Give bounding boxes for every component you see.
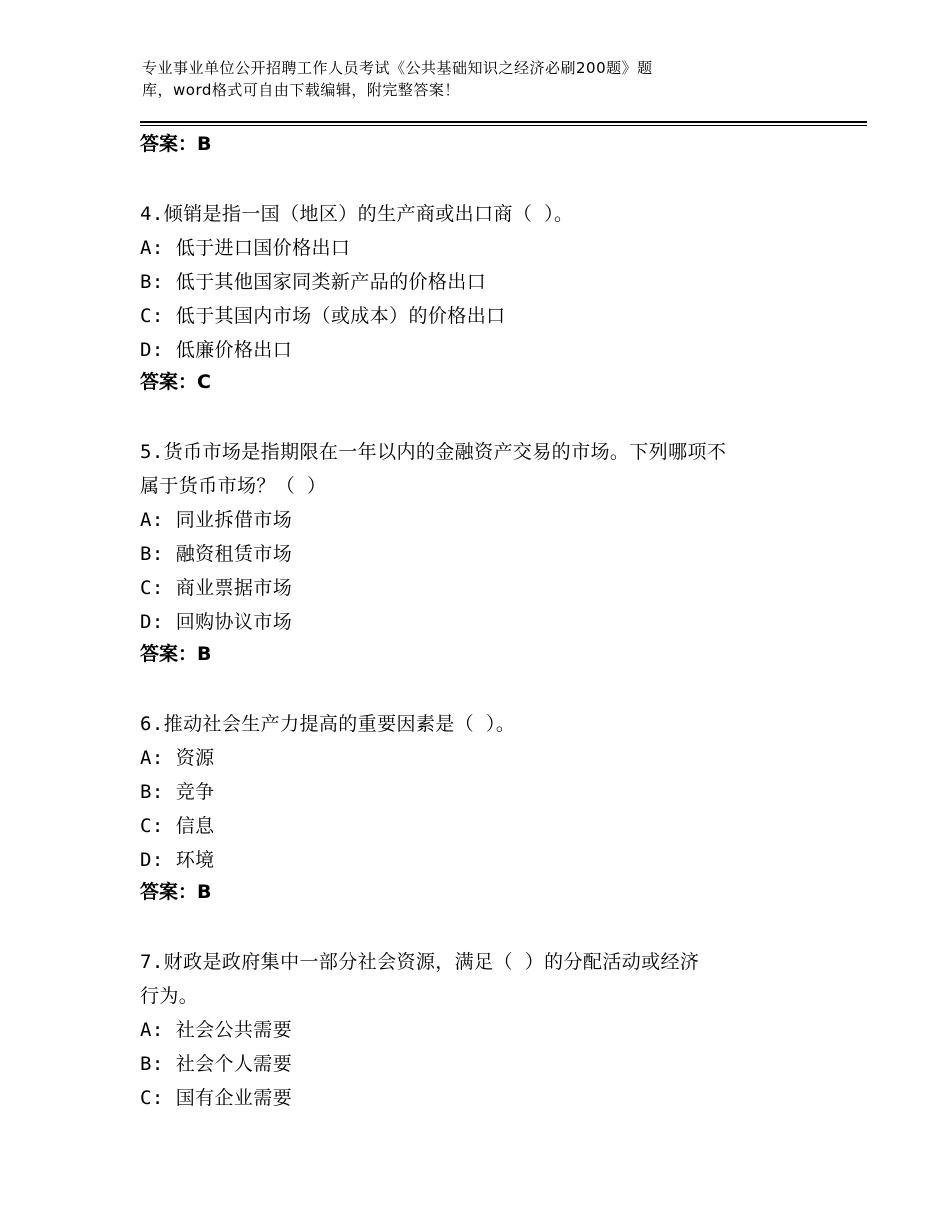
question-stem	[140, 945, 820, 1013]
stem-line: 4.倾销是指一国（地区）的生产商或出口商（ ）。	[140, 203, 574, 225]
option-a	[140, 503, 820, 537]
option-letter: A:	[140, 509, 164, 531]
option-letter: A:	[140, 1019, 164, 1041]
option-text: 低于进口国价格出口	[175, 237, 351, 259]
option-text: 竞争	[175, 781, 215, 803]
option-letter: B:	[140, 271, 164, 293]
question-6	[140, 707, 820, 911]
stem-line: 属于货币市场？（ ）	[140, 475, 327, 497]
question-list	[140, 129, 820, 1115]
option-b	[140, 265, 820, 299]
option-text: 低于其国内市场（或成本）的价格出口	[175, 305, 506, 327]
option-letter: C:	[140, 305, 164, 327]
option-text: 资源	[175, 747, 215, 769]
option-b	[140, 537, 820, 571]
option-c	[140, 1081, 820, 1115]
option-text: 低廉价格出口	[175, 339, 293, 361]
stem-line: 7.财政是政府集中一部分社会资源，满足（ ）的分配活动或经济	[140, 951, 700, 973]
answer-line: 答案：B	[140, 643, 212, 665]
option-letter: C:	[140, 815, 164, 837]
header-line-1: 专业事业单位公开招聘工作人员考试《公共基础知识之经济必刷200题》题	[142, 59, 653, 77]
option-d	[140, 333, 820, 367]
option-text: 商业票据市场	[175, 577, 293, 599]
option-letter: D:	[140, 611, 164, 633]
stem-line: 行为。	[140, 985, 199, 1007]
option-text: 融资租赁市场	[175, 543, 293, 565]
option-c	[140, 571, 820, 605]
previous-answer: 答案：B	[140, 133, 212, 155]
question-5	[140, 435, 820, 673]
option-letter: D:	[140, 339, 164, 361]
option-letter: D:	[140, 849, 164, 871]
option-a	[140, 1013, 820, 1047]
option-a	[140, 231, 820, 265]
question-stem	[140, 197, 820, 231]
option-letter: C:	[140, 577, 164, 599]
option-c	[140, 809, 820, 843]
option-letter: C:	[140, 1087, 164, 1109]
option-d	[140, 843, 820, 877]
option-text: 同业拆借市场	[175, 509, 293, 531]
stem-line: 5.货币市场是指期限在一年以内的金融资产交易的市场。下列哪项不	[140, 441, 727, 463]
header-divider-thick	[140, 121, 867, 123]
answer-line: 答案：C	[140, 371, 211, 393]
header-line-2: 库，word格式可自由下载编辑，附完整答案！	[142, 81, 460, 99]
header-divider-thin	[140, 125, 867, 126]
option-letter: A:	[140, 237, 164, 259]
option-text: 环境	[175, 849, 215, 871]
option-text: 低于其他国家同类新产品的价格出口	[175, 271, 487, 293]
question-7	[140, 945, 820, 1115]
option-letter: B:	[140, 543, 164, 565]
question-stem	[140, 707, 820, 741]
option-b	[140, 1047, 820, 1081]
option-b	[140, 775, 820, 809]
answer-line: 答案：B	[140, 881, 212, 903]
option-text: 社会个人需要	[175, 1053, 293, 1075]
option-letter: B:	[140, 1053, 164, 1075]
option-d	[140, 605, 820, 639]
option-text: 国有企业需要	[175, 1087, 293, 1109]
option-a	[140, 741, 820, 775]
document-header	[142, 57, 782, 101]
option-text: 信息	[175, 815, 215, 837]
option-text: 社会公共需要	[175, 1019, 293, 1041]
option-c	[140, 299, 820, 333]
stem-line: 6.推动社会生产力提高的重要因素是（ ）。	[140, 713, 516, 735]
option-letter: A:	[140, 747, 164, 769]
option-letter: B:	[140, 781, 164, 803]
option-text: 回购协议市场	[175, 611, 293, 633]
question-stem	[140, 435, 820, 503]
question-4	[140, 197, 820, 401]
